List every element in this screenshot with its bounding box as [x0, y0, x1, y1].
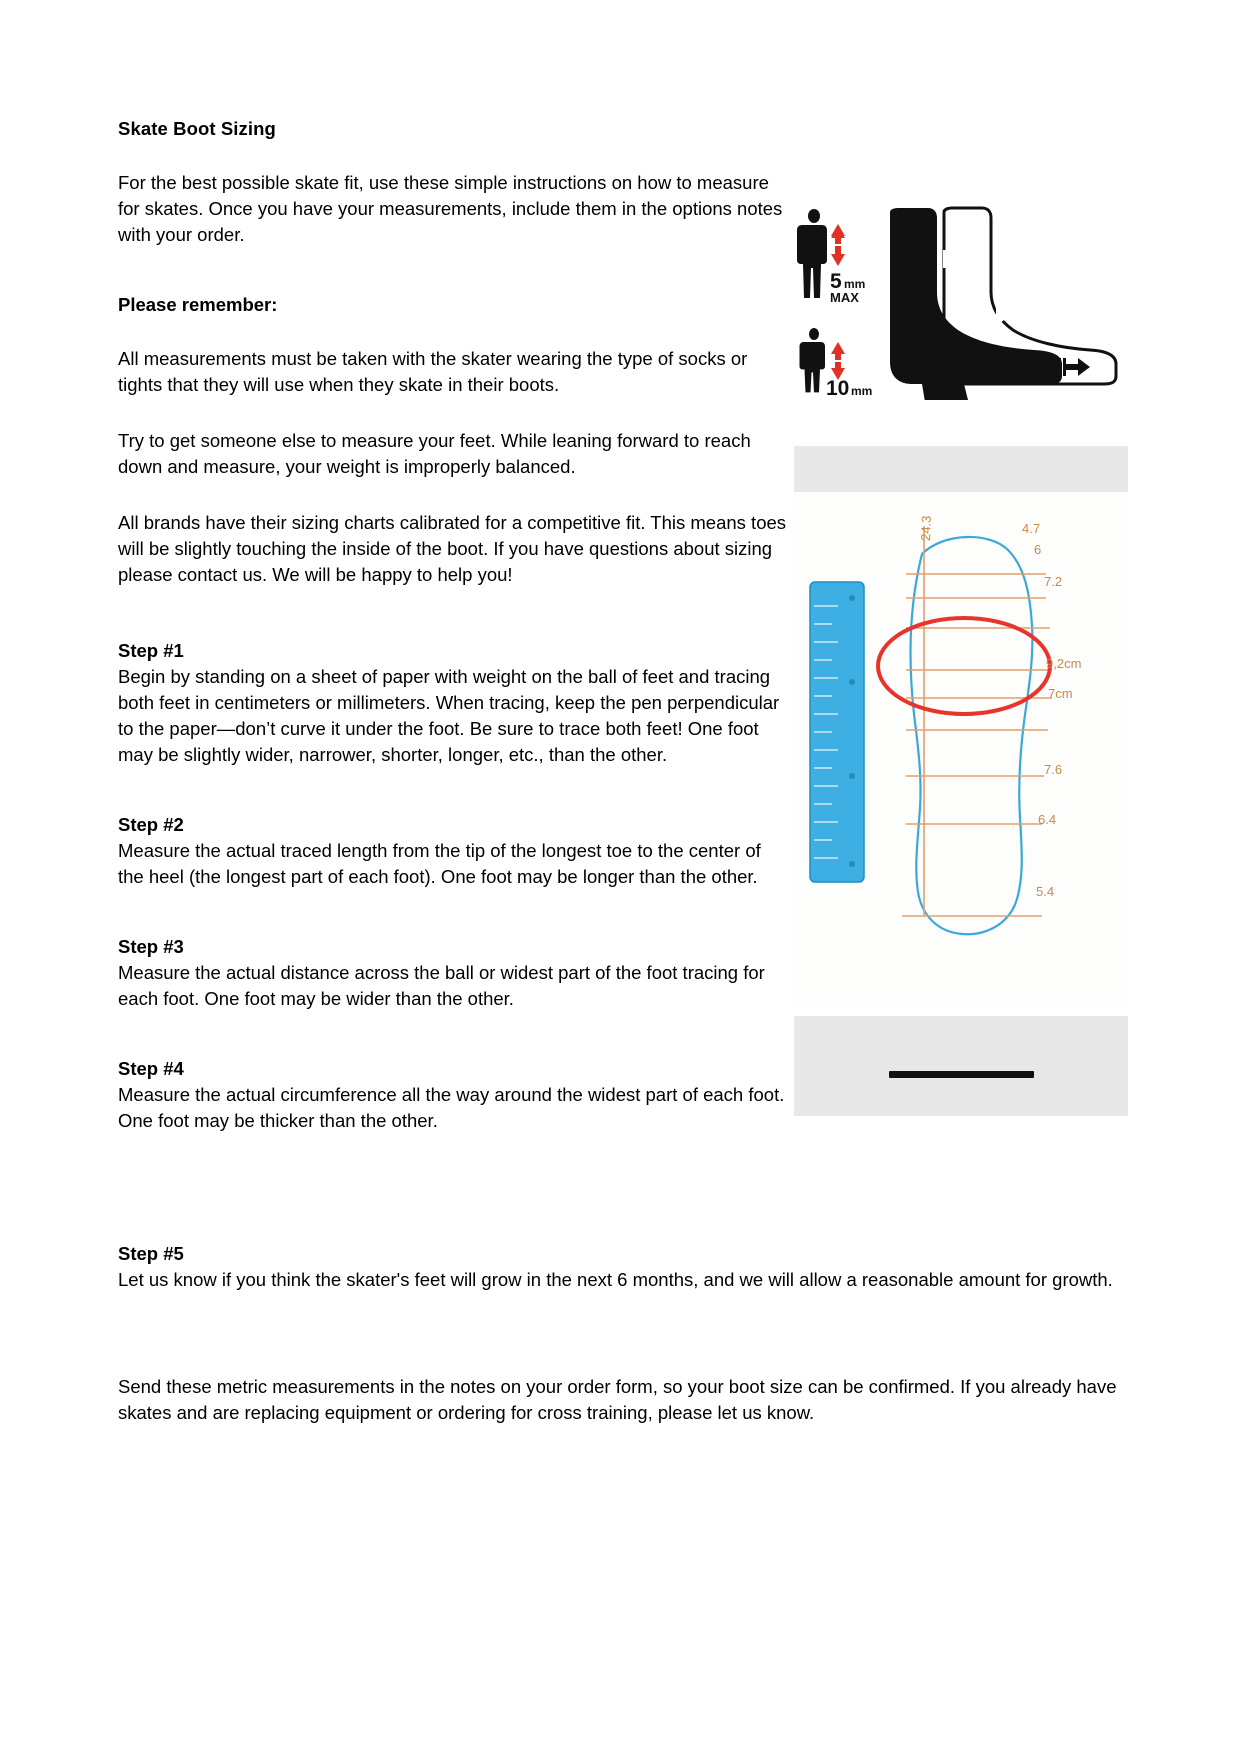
step-4-heading: Step #4 [118, 1058, 184, 1079]
step-3 [118, 936, 788, 1012]
step-4-body: Measure the actual circumference all the way around the widest part of each foot. One foot may be thicker than the other. [118, 1084, 785, 1131]
remember-heading: Please remember: [118, 294, 278, 315]
annotation-9-2cm: 9,2cm [1046, 656, 1082, 671]
boot-label-10mm-unit: mm [851, 384, 873, 398]
boot-label-5mm-value: 5 [830, 270, 842, 293]
step-5 [118, 1243, 1128, 1293]
boot-clearance-diagram [794, 204, 1128, 400]
boot-label-5mm-unit: mm [844, 277, 866, 291]
step-1-body: Begin by standing on a sheet of paper with weight on the ball of feet and tracing both feet in centimeters or millimeters. When tracing, keep the pen perpendicular to the paper—don’t curve it under the foot. Be sure to trace both feet! One foot may be slightly wider, narrower, shorter, longer, etc., than the other. [118, 666, 780, 765]
foot-tracing-photo [794, 446, 1128, 1006]
step-5-heading: Step #5 [118, 1243, 184, 1264]
text-column [118, 118, 788, 1134]
boot-label-5mm-max: MAX [830, 290, 859, 305]
boot-label-10mm-value: 10 [826, 377, 850, 400]
step-5-body: Let us know if you think the skater's feet will grow in the next 6 months, and we will allow a reasonable amount for growth. [118, 1269, 1113, 1290]
closing-paragraph: Send these metric measurements in the notes on your order form, so your boot size can be confirmed. If you already have skates and are replacing equipment or ordering for cross training, please let us know. [118, 1376, 1117, 1423]
step-2-heading: Step #2 [118, 814, 184, 835]
closing-block [118, 1374, 1128, 1426]
annotation-7-6: 7.6 [1044, 762, 1063, 777]
annotation-6-4: 6.4 [1038, 812, 1057, 827]
step-4 [118, 1058, 788, 1134]
intro-paragraph: For the best possible skate fit, use these simple instructions on how to measure for skates. Once you have your measurements, include them in the options notes with your order. [118, 172, 783, 245]
step-2 [118, 814, 788, 890]
remember-paragraph-2: Try to get someone else to measure your feet. While leaning forward to reach down and measure, your weight is improperly balanced. [118, 430, 751, 477]
remember-paragraph-1: All measurements must be taken with the skater wearing the type of socks or tights that they will use when they skate in their boots. [118, 348, 748, 395]
remember-paragraph-3: All brands have their sizing charts calibrated for a competitive fit. This means toes will be slightly touching the inside of the boot. If you have questions about sizing please contact us. We will be happy to help you! [118, 512, 787, 585]
annotation-6: 6 [1034, 542, 1042, 557]
annotation-7cm: 7cm [1048, 686, 1073, 701]
step-1 [118, 640, 788, 768]
step-3-heading: Step #3 [118, 936, 184, 957]
annotation-5-4: 5.4 [1036, 884, 1055, 899]
page-title: Skate Boot Sizing [118, 118, 276, 139]
annotation-7-2: 7.2 [1044, 574, 1063, 589]
annotation-4-7: 4.7 [1022, 521, 1041, 536]
step-1-heading: Step #1 [118, 640, 184, 661]
photo-dark-bar [889, 1071, 1034, 1078]
step-3-body: Measure the actual distance across the ball or widest part of the foot tracing for each foot. One foot may be wider than the other. [118, 962, 765, 1009]
measurement-photo [794, 1016, 1128, 1116]
step-2-body: Measure the actual traced length from the tip of the longest toe to the center of the heel (the longest part of each foot). One foot may be longer than the other. [118, 840, 761, 887]
photo-top-band [794, 446, 1128, 492]
annotation-24-3: 24.3 [918, 515, 934, 542]
